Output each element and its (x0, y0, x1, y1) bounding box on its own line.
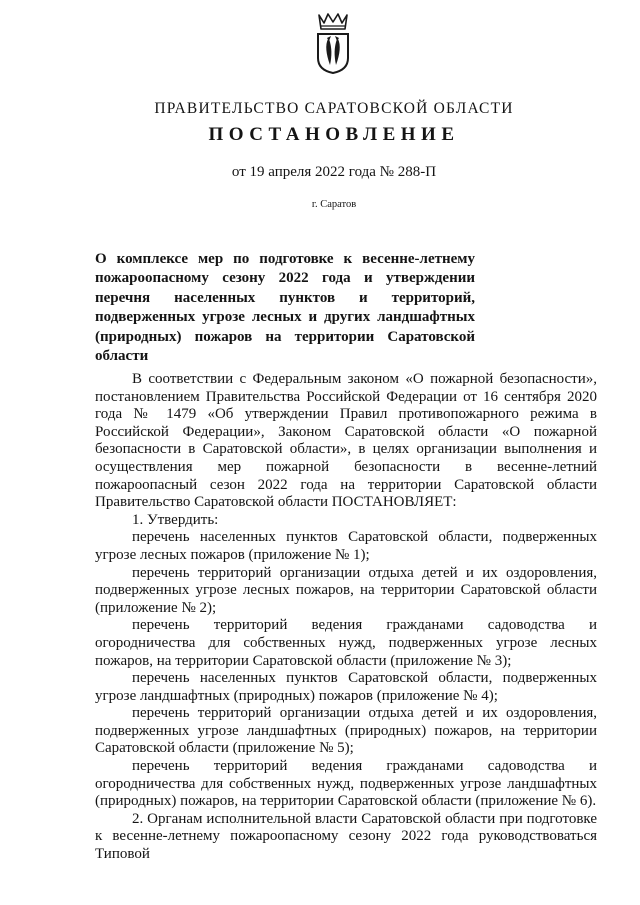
document-date-number: от 19 апреля 2022 года № 288-П (231, 164, 437, 180)
coat-of-arms-icon (313, 12, 353, 74)
body-paragraph: перечень населенных пунктов Саратовской области, подверженных угрозе лесных пожаров (приложение № 1); (95, 529, 597, 563)
document-subject: О комплексе мер по подготовке к весенне-летнему пожароопасному сезону 2022 года и утверждении перечня населенных пунктов и территорий, подверженных угрозе лесных и других ландшафтных (природных) пожаров на территории Саратовской области (95, 251, 475, 365)
body-paragraph: перечень территорий ведения гражданами садоводства и огородничества для собственных нужд, подверженных угрозе лесных пожаров, на территории Саратовской области (приложение № 3); (95, 617, 597, 669)
document-city: г. Саратов (311, 199, 357, 210)
body-paragraph: перечень населенных пунктов Саратовской области, подверженных угрозе ландшафтных (природных) пожаров (приложение № 4); (95, 670, 597, 704)
body-paragraph: перечень территорий организации отдыха детей и их оздоровления, подверженных угрозе лесных пожаров, на территории Саратовской области (приложение № 2); (95, 564, 597, 616)
body-paragraph: перечень территорий ведения гражданами садоводства и огородничества для собственных нужд, подверженных угрозе ландшафтных (природных) пожаров, на территории Саратовской области (приложение № 6). (95, 758, 597, 810)
body-paragraph: В соответствии с Федеральным законом «О пожарной безопасности», постановлением Правительства Российской Федерации от 16 сентября 2020 года № 1479 «Об утверждении Правил противопожарного режима в Российской Федерации», Законом Саратовской области «О пожарной безопасности в Саратовской области», в целях организации выполнения и осуществления мер пожарной безопасности в весенне-летний пожароопасный сезон 2022 года на территории Саратовской области Правительство Саратовской области ПОСТАНОВЛЯЕТ: (95, 371, 597, 511)
document-body (95, 371, 597, 864)
government-name: ПРАВИТЕЛЬСТВО САРАТОВСКОЙ ОБЛАСТИ (154, 100, 514, 117)
body-paragraph: 1. Утвердить: (132, 511, 219, 528)
document-type-title: ПОСТАНОВЛЕНИЕ (208, 124, 460, 145)
body-paragraph: перечень территорий организации отдыха детей и их оздоровления, подверженных угрозе ландшафтных (природных) пожаров, на территории Саратовской области (приложение № 5); (95, 705, 597, 757)
body-paragraph: 2. Органам исполнительной власти Саратовской области при подготовке к весенне-летнему пожароопасному сезону 2022 года руководствоваться Типовой (95, 810, 597, 863)
